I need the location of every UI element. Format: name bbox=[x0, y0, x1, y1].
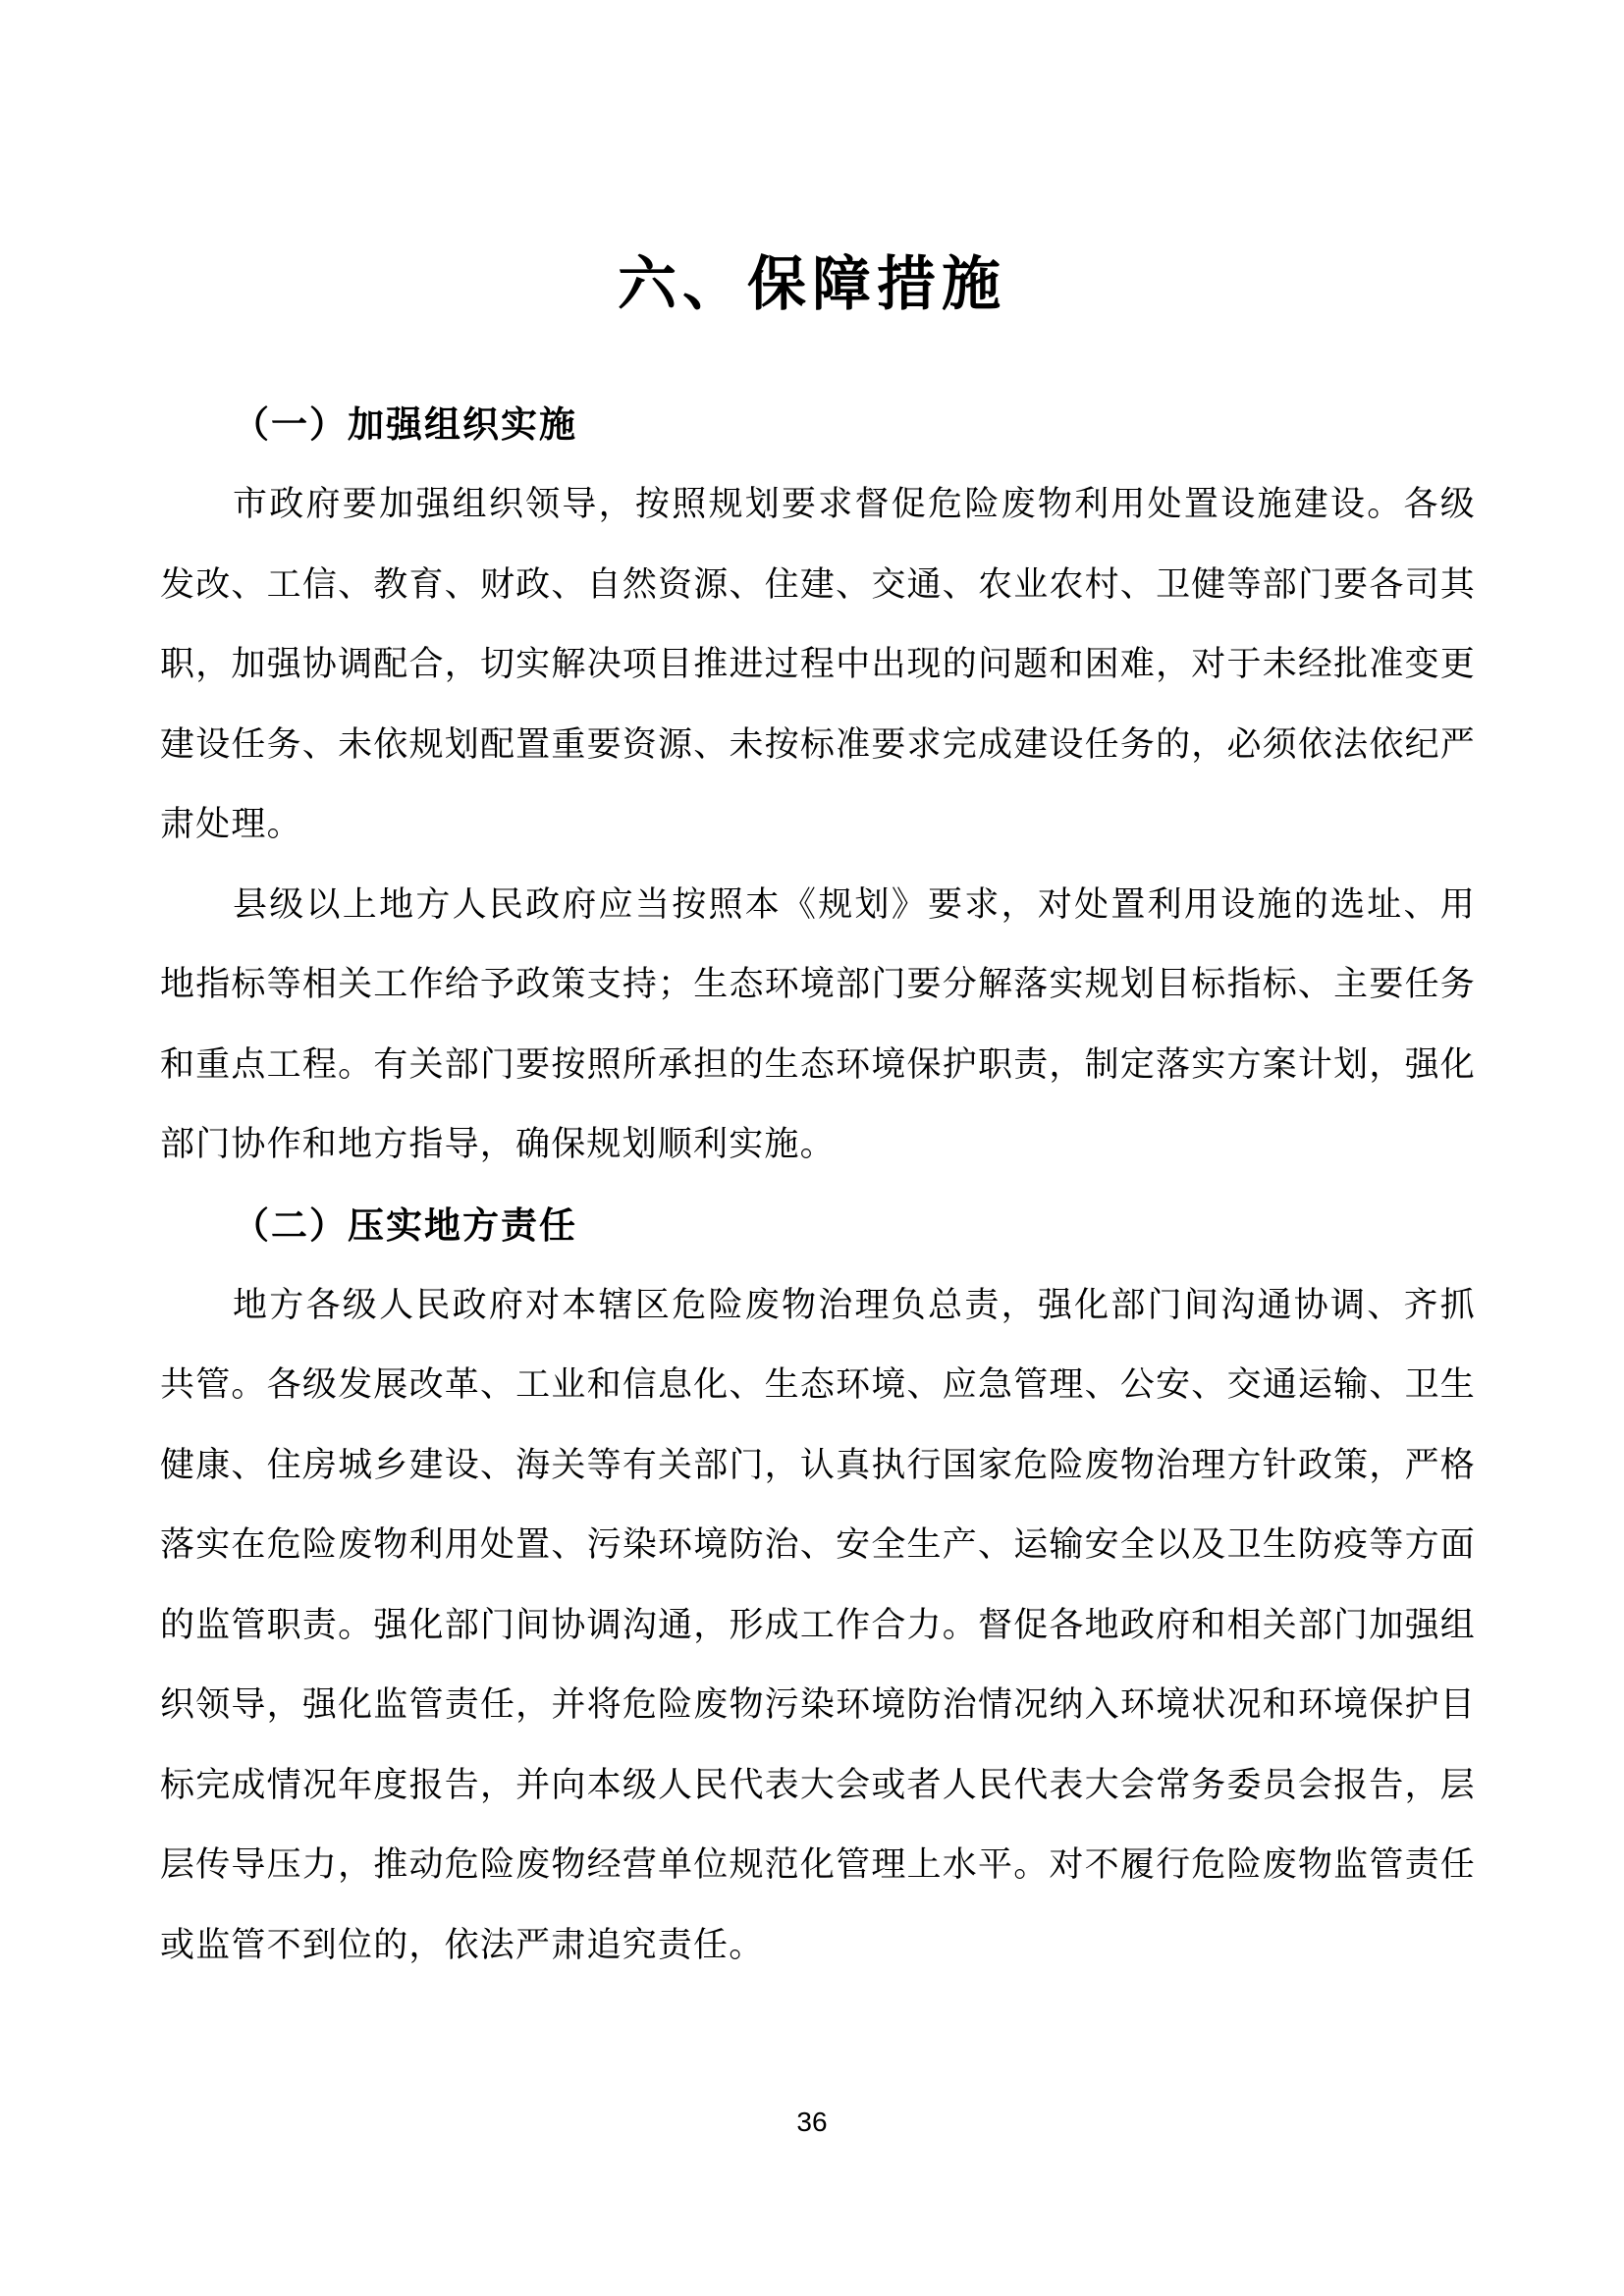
paragraph: 市政府要加强组织领导，按照规划要求督促危险废物利用处置设施建设。各级发改、工信、教育、财政、自然资源、住建、交通、农业农村、卫健等部门要各司其职，加强协调配合，切实解决项目推进过程中出现的问题和困难，对于未经批准变更建设任务、未依规划配置重要资源、未按标准要求完成建设任务的，必须依法依纪严肃处理。 bbox=[160, 485, 1476, 844]
section-heading: （一）加强组织实施 bbox=[233, 403, 577, 446]
page-number: 36 bbox=[796, 2107, 828, 2137]
paragraph: 县级以上地方人民政府应当按照本《规划》要求，对处置利用设施的选址、用地指标等相关工作给予政策支持；生态环境部门要分解落实规划目标指标、主要任务和重点工程。有关部门要按照所承担的生态环境保护职责，制定落实方案计划，强化部门协作和地方指导，确保规划顺利实施。 bbox=[160, 884, 1476, 1164]
section-organization bbox=[160, 385, 1476, 1186]
section-local-responsibility bbox=[160, 1186, 1476, 1987]
chapter-title: 六、保障措施 bbox=[618, 250, 1006, 319]
section-heading: （二）压实地方责任 bbox=[233, 1203, 577, 1247]
paragraph: 地方各级人民政府对本辖区危险废物治理负总责，强化部门间沟通协调、齐抓共管。各级发展改革、工业和信息化、生态环境、应急管理、公安、交通运输、卫生健康、住房城乡建设、海关等有关部门，认真执行国家危险废物治理方针政策，严格落实在危险废物利用处置、污染环境防治、安全生产、运输安全以及卫生防疫等方面的监管职责。强化部门间协调沟通，形成工作合力。督促各地政府和相关部门加强组织领导，强化监管责任，并将危险废物污染环境防治情况纳入环境状况和环境保护目标完成情况年度报告，并向本级人民代表大会或者人民代表大会常务委员会报告，层层传导压力，推动危险废物经营单位规范化管理上水平。对不履行危险废物监管责任或监管不到位的，依法严肃追究责任。 bbox=[160, 1285, 1476, 1965]
body-content bbox=[160, 385, 1476, 1986]
